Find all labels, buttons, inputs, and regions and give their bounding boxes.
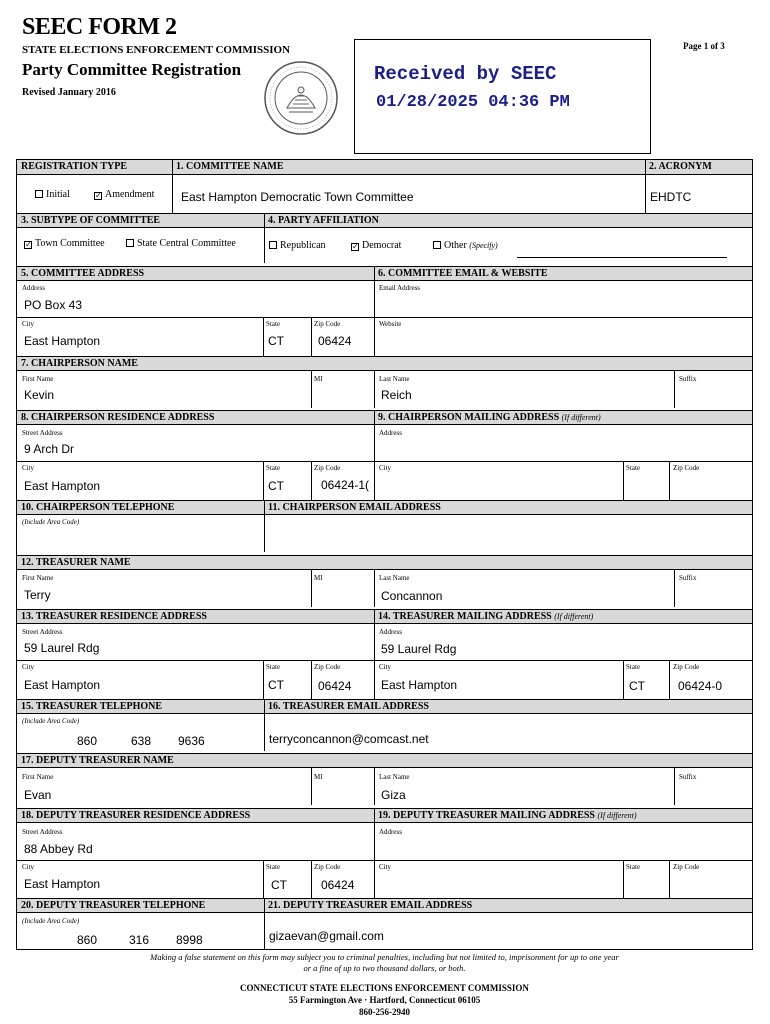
- address-label: Address: [379, 429, 402, 437]
- state-central-checkbox[interactable]: [126, 238, 236, 249]
- suffix-label: Suffix: [679, 773, 697, 781]
- zip-label: Zip Code: [673, 464, 700, 472]
- city-label: City: [22, 863, 35, 871]
- website-label: Website: [379, 320, 402, 328]
- town-committee-check-mark: ✓: [25, 240, 32, 249]
- footer-agency: CONNECTICUT STATE ELECTIONS ENFORCEMENT COMMISSION: [240, 983, 529, 993]
- democrat-check-mark: ✓: [352, 242, 359, 251]
- chair-city-field[interactable]: East Hampton: [24, 479, 101, 493]
- democrat-checkbox[interactable]: [351, 240, 401, 251]
- first-name-label: First Name: [22, 375, 54, 383]
- deputy-treasurer-name-header: 17. DEPUTY TREASURER NAME: [17, 753, 752, 768]
- republican-checkbox[interactable]: [269, 240, 326, 251]
- town-committee-checkbox[interactable]: [24, 238, 105, 249]
- email-label: Email Address: [379, 284, 421, 292]
- page-indicator: Page 1 of 3: [683, 41, 725, 51]
- deputy-email-header: 21. DEPUTY TREASURER EMAIL ADDRESS: [264, 898, 752, 913]
- zip-label: Zip Code: [314, 464, 341, 472]
- state-label: State: [266, 663, 280, 671]
- deputy-phone-line-field[interactable]: 8998: [176, 933, 203, 947]
- other-party-checkbox[interactable]: [433, 240, 498, 251]
- area-code-note-text: (Include Area Code): [22, 917, 80, 925]
- other-party-check-mark: [433, 241, 441, 249]
- treasurer-mailing-zip-field[interactable]: 06424-0: [678, 679, 723, 693]
- treasurer-name-header: 12. TREASURER NAME: [17, 555, 752, 570]
- treasurer-phone-line-field[interactable]: 9636: [178, 734, 205, 748]
- treasurer-mailing-state-field[interactable]: CT: [629, 679, 645, 693]
- footer-phone: 860-256-2940: [359, 1007, 410, 1017]
- acronym-field[interactable]: EHDTC: [650, 190, 692, 204]
- area-code-note: [22, 917, 79, 925]
- registration-type-header: REGISTRATION TYPE: [17, 160, 172, 175]
- city-label: City: [379, 464, 392, 472]
- treasurer-phone-prefix-field[interactable]: 638: [131, 734, 152, 748]
- deputy-mailing-note: (If different): [597, 811, 637, 820]
- area-code-note: [22, 518, 79, 526]
- chair-mailing-title: 9. CHAIRPERSON MAILING ADDRESS: [378, 412, 560, 423]
- committee-name-field[interactable]: East Hampton Democratic Town Committee: [181, 190, 414, 204]
- disclaimer-line-2: or a fine of up to two thousand dollars, or both.: [303, 963, 466, 973]
- deputy-telephone-header: 20. DEPUTY TREASURER TELEPHONE: [17, 898, 264, 913]
- treasurer-state-field[interactable]: CT: [268, 678, 284, 692]
- deputy-street-field[interactable]: 88 Abbey Rd: [24, 842, 93, 856]
- chair-state-field[interactable]: CT: [268, 479, 284, 493]
- state-central-label: State Central Committee: [137, 238, 236, 249]
- committee-name-header: 1. COMMITTEE NAME: [172, 160, 645, 175]
- other-party-note: (Specify): [469, 241, 498, 250]
- street-address-label: Street Address: [22, 429, 63, 437]
- state-label: State: [266, 863, 280, 871]
- committee-city-field[interactable]: East Hampton: [24, 334, 101, 348]
- city-label: City: [22, 464, 35, 472]
- chair-residence-header: 8. CHAIRPERSON RESIDENCE ADDRESS: [17, 410, 374, 425]
- form-title: Party Committee Registration: [22, 60, 242, 79]
- acronym-header: 2. ACRONYM: [645, 160, 752, 175]
- committee-state-field[interactable]: CT: [268, 334, 284, 348]
- treasurer-city-field[interactable]: East Hampton: [24, 678, 101, 692]
- street-address-label: Street Address: [22, 628, 63, 636]
- deputy-mailing-title: 19. DEPUTY TREASURER MAILING ADDRESS: [378, 810, 595, 821]
- state-label: State: [626, 863, 640, 871]
- street-address-label: Street Address: [22, 828, 63, 836]
- zip-label: Zip Code: [314, 863, 341, 871]
- committee-email-header: 6. COMMITTEE EMAIL & WEBSITE: [374, 266, 752, 281]
- state-label: State: [266, 464, 280, 472]
- chair-last-name-field[interactable]: Reich: [381, 388, 412, 402]
- treasurer-mailing-title: 14. TREASURER MAILING ADDRESS: [378, 611, 552, 622]
- other-party-specify-line[interactable]: [517, 257, 727, 258]
- treasurer-mailing-address-field[interactable]: 59 Laurel Rdg: [381, 642, 457, 656]
- deputy-city-field[interactable]: East Hampton: [24, 877, 101, 891]
- zip-label: Zip Code: [314, 663, 341, 671]
- other-party-label: Other: [444, 240, 467, 251]
- state-label: State: [626, 464, 640, 472]
- chair-mailing-note: (If different): [561, 413, 601, 422]
- mi-label: MI: [314, 375, 323, 383]
- state-central-check-mark: [126, 239, 134, 247]
- republican-check-mark: [269, 241, 277, 249]
- zip-label: Zip Code: [673, 663, 700, 671]
- deputy-phone-prefix-field[interactable]: 316: [129, 933, 150, 947]
- chair-mailing-header: [374, 410, 752, 425]
- deputy-last-name-field[interactable]: Giza: [381, 788, 406, 802]
- treasurer-email-header: 16. TREASURER EMAIL ADDRESS: [264, 699, 752, 714]
- initial-check-mark: [35, 190, 43, 198]
- page-footer: [16, 982, 753, 1018]
- city-label: City: [379, 663, 392, 671]
- treasurer-mailing-city-field[interactable]: East Hampton: [381, 678, 458, 692]
- footer-address: 55 Farmington Ave · Hartford, Connecticut 06105: [288, 995, 481, 1005]
- treasurer-last-name-field[interactable]: Concannon: [381, 589, 443, 603]
- city-label: City: [379, 863, 392, 871]
- mi-label: MI: [314, 773, 323, 781]
- chair-telephone-header: 10. CHAIRPERSON TELEPHONE: [17, 500, 264, 515]
- democrat-label: Democrat: [362, 240, 402, 251]
- amendment-label: Amendment: [105, 189, 155, 200]
- deputy-first-name-field[interactable]: Evan: [24, 788, 52, 802]
- chair-street-field[interactable]: 9 Arch Dr: [24, 442, 75, 456]
- disclaimer-line-1: Making a false statement on this form may subject you to criminal penalties, including but not limited to, imprisonment for up to one year: [150, 952, 619, 962]
- deputy-state-field[interactable]: CT: [271, 878, 287, 892]
- treasurer-street-field[interactable]: 59 Laurel Rdg: [24, 641, 100, 655]
- treasurer-phone-area-field[interactable]: 860: [77, 734, 98, 748]
- amendment-check-mark: ✓: [95, 191, 102, 200]
- deputy-mailing-header: [374, 808, 752, 823]
- treasurer-residence-header: 13. TREASURER RESIDENCE ADDRESS: [17, 609, 374, 624]
- stamp-received-text: Received by SEEC: [374, 63, 557, 85]
- deputy-zip-field[interactable]: 06424: [321, 878, 355, 892]
- deputy-email-field[interactable]: gizaevan@gmail.com: [269, 929, 384, 943]
- penalty-disclaimer: [16, 952, 753, 974]
- zip-label: Zip Code: [314, 320, 341, 328]
- last-name-label: Last Name: [379, 574, 410, 582]
- town-committee-label: Town Committee: [35, 238, 105, 249]
- state-seal-icon: [263, 60, 339, 136]
- first-name-label: First Name: [22, 773, 54, 781]
- treasurer-email-field[interactable]: terryconcannon@comcast.net: [269, 732, 429, 746]
- republican-label: Republican: [280, 240, 326, 251]
- committee-address-header: 5. COMMITTEE ADDRESS: [17, 266, 374, 281]
- chair-email-header: 11. CHAIRPERSON EMAIL ADDRESS: [264, 500, 752, 515]
- committee-zip-field[interactable]: 06424: [318, 334, 352, 348]
- treasurer-zip-field[interactable]: 06424: [318, 679, 352, 693]
- treasurer-telephone-header: 15. TREASURER TELEPHONE: [17, 699, 264, 714]
- deputy-residence-header: 18. DEPUTY TREASURER RESIDENCE ADDRESS: [17, 808, 374, 823]
- stamp-date-text: 01/28/2025 04:36 PM: [376, 93, 570, 112]
- zip-label: Zip Code: [673, 863, 700, 871]
- suffix-label: Suffix: [679, 574, 697, 582]
- treasurer-mailing-header: [374, 609, 752, 624]
- first-name-label: First Name: [22, 574, 54, 582]
- treasurer-first-name-field[interactable]: Terry: [24, 588, 51, 602]
- area-code-note: [22, 717, 79, 725]
- address-label: Address: [379, 828, 402, 836]
- city-label: City: [22, 320, 35, 328]
- chair-first-name-field[interactable]: Kevin: [24, 388, 55, 402]
- initial-checkbox[interactable]: [35, 189, 70, 200]
- revision-date: Revised January 2016: [22, 87, 116, 98]
- last-name-label: Last Name: [379, 773, 410, 781]
- chair-zip-field[interactable]: 06424-1(: [321, 478, 370, 492]
- suffix-label: Suffix: [679, 375, 697, 383]
- subtype-header: 3. SUBTYPE OF COMMITTEE: [17, 213, 264, 228]
- mi-label: MI: [314, 574, 323, 582]
- committee-address-field[interactable]: PO Box 43: [24, 298, 83, 312]
- initial-label: Initial: [46, 189, 70, 200]
- area-code-note-text: (Include Area Code): [22, 518, 80, 526]
- party-affiliation-header: 4. PARTY AFFILIATION: [264, 213, 752, 228]
- chairperson-name-header: 7. CHAIRPERSON NAME: [17, 356, 752, 371]
- last-name-label: Last Name: [379, 375, 410, 383]
- treasurer-mailing-note: (If different): [554, 612, 594, 621]
- agency-name: STATE ELECTIONS ENFORCEMENT COMMISSION: [22, 44, 291, 56]
- city-label: City: [22, 663, 35, 671]
- registration-form: [16, 159, 753, 950]
- state-label: State: [626, 663, 640, 671]
- address-label: Address: [22, 284, 45, 292]
- deputy-phone-area-field[interactable]: 860: [77, 933, 98, 947]
- amendment-checkbox[interactable]: [94, 189, 154, 200]
- address-label: Address: [379, 628, 402, 636]
- state-label: State: [266, 320, 280, 328]
- area-code-note-text: (Include Area Code): [22, 717, 80, 725]
- form-number: SEEC FORM 2: [22, 14, 177, 40]
